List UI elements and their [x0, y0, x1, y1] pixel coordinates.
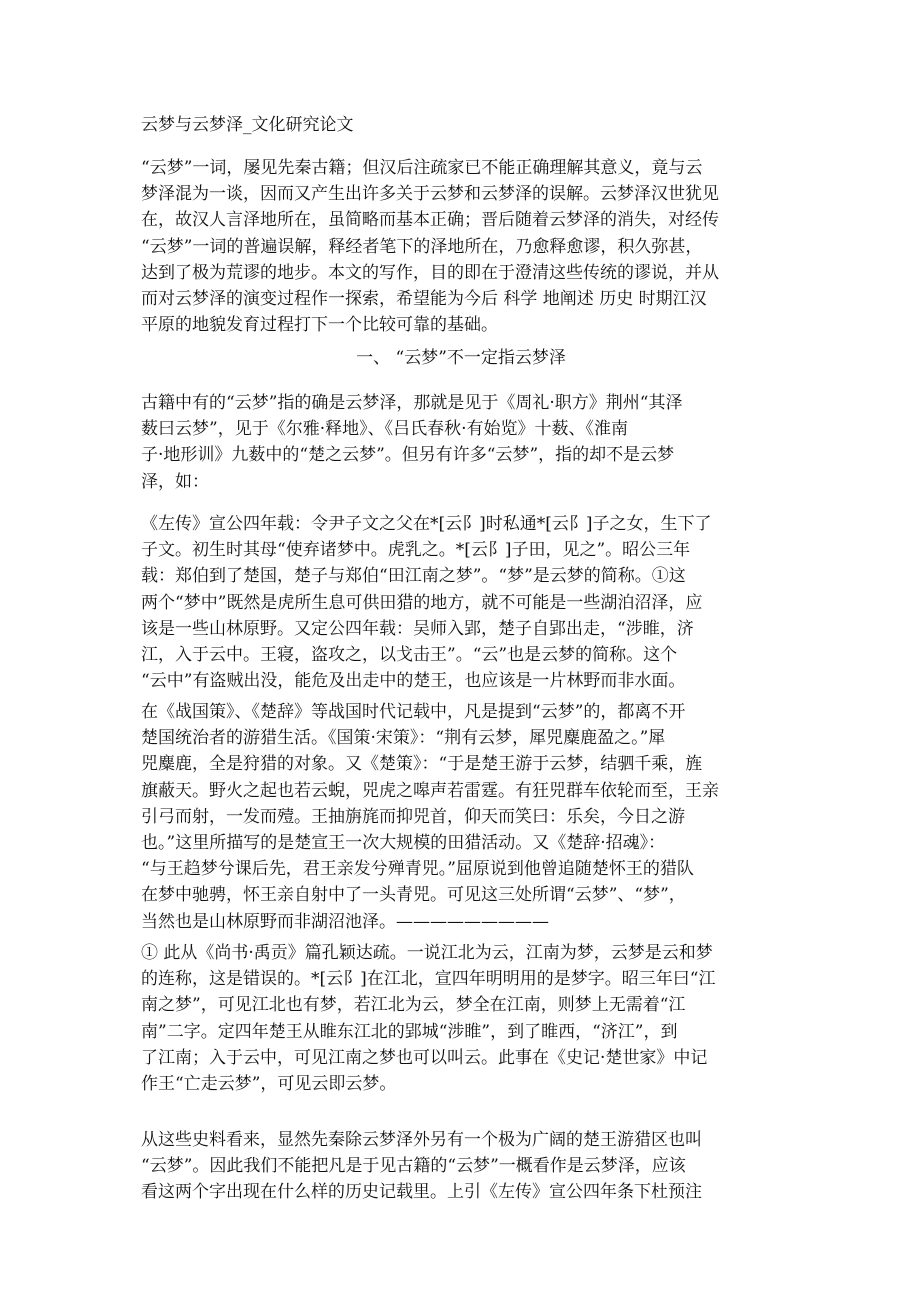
- paragraph-zhanguoce: [141, 699, 781, 935]
- text-line: 达到了极为荒谬的地步。本文的写作，目的即在于澄清这些传统的谬说，并从: [141, 262, 719, 283]
- text-line: 薮曰云梦”，见于《尔雅·释地》、《吕氏春秋·有始览》十薮、《淮南: [141, 419, 628, 440]
- paragraph-footnote: [141, 940, 781, 1097]
- text-line: “云梦”一词，屡见先秦古籍；但汉后注疏家已不能正确理解其意义，竟与云: [141, 158, 703, 178]
- text-line: 旗蔽天。野火之起也若云蜺，兕虎之嗥声若雷霆。有狂兕群车依轮而至，王亲: [141, 780, 719, 801]
- text-line: 泽，如：: [141, 471, 209, 492]
- text-line: “云中”有盗贼出没，能危及出走中的楚王，也应该是一片林野而非水面。: [141, 671, 686, 692]
- text-line: 子·地形训》九薮中的“楚之云梦”。但另有许多“云梦”，指的却不是云梦: [141, 445, 675, 466]
- text-line: 两个“梦中”既然是虎所生息可供田猎的地方，就不可能是一些湖泊沼泽，应: [141, 592, 703, 613]
- text-line: 楚国统治者的游猎生活。《国策·宋策》：“荆有云梦，犀兕麋鹿盈之。”犀: [141, 728, 666, 749]
- text-line: 该是一些山林原野。又定公四年载：吴师入郢，楚子自郢出走，“涉睢，济: [141, 618, 694, 639]
- text-line: 江，入于云中。王寝，盗攻之，以戈击王”。“云”也是云梦的简称。这个: [141, 645, 678, 666]
- paragraph-zuozhuan: [141, 511, 781, 694]
- paragraph-conclusion: [141, 1127, 781, 1206]
- text-line: 在梦中驰骋，怀王亲自射中了一头青兕。可见这三处所谓“云梦”、“梦”，: [141, 885, 686, 906]
- text-line: 载：郑伯到了楚国，楚子与郑伯“田江南之梦”。“梦”是云梦的简称。①这: [141, 566, 686, 587]
- text-line: 而对云梦泽的演变过程作一探索，希望能为今后 科学 地阐述 历史 时期江汉: [141, 289, 707, 310]
- text-line: 在《战国策》、《楚辞》等战国时代记载中，凡是提到“云梦”的，都离不开: [141, 702, 686, 722]
- text-line: 也。”这里所描写的是楚宣王一次大规模的田猎活动。又《楚辞·招魂》：: [141, 833, 666, 854]
- text-line: 南之梦”，可见江北也有梦，若江北为云，梦全在江南，则梦上无需着“江: [141, 995, 686, 1016]
- text-line: 从这些史料看来，显然先秦除云梦泽外另有一个极为广阔的楚王游猎区也叫: [141, 1130, 702, 1150]
- paragraph-intro: [141, 155, 781, 338]
- text-line: 当然也是山林原野而非湖沼池泽。—————————: [141, 911, 549, 932]
- text-line: 在，故汉人言泽地所在，虽简略而基本正确；晋后随着云梦泽的消失，对经传: [141, 210, 719, 231]
- text-line: 古籍中有的“云梦”指的确是云梦泽，那就是见于《周礼·职方》荆州“其泽: [141, 393, 683, 413]
- text-line: 的连称，这是错误的。*[云阝]在江北，宣四年明明用的是梦字。昭三年曰“江: [141, 969, 716, 990]
- text-line: ① 此从《尚书·禹贡》篇孔颖达疏。一说江北为云，江南为梦，云梦是云和梦: [141, 943, 713, 963]
- text-line: 了江南；入于云中，可见江南之梦也可以叫云。此事在《史记·楚世家》中记: [141, 1047, 708, 1068]
- text-line: 兕麋鹿，全是狩猎的对象。又《楚策》：“于是楚王游于云梦，结驷千乘，旌: [141, 754, 703, 775]
- text-line: 看这两个字出现在什么样的历史记载里。上引《左传》宣公四年条下杜预注: [141, 1182, 702, 1203]
- text-line: “云梦”。因此我们不能把凡是于见古籍的“云梦”一概看作是云梦泽，应该: [141, 1156, 686, 1177]
- text-line: 引弓而射，一发而殪。王抽旃旄而抑兕首，仰天而笑曰：乐矣，今日之游: [141, 806, 685, 827]
- text-line: 《左传》宣公四年载：令尹子文之父在*[云阝]时私通*[云阝]子之女，生下了: [141, 514, 712, 534]
- text-line: “与王趋梦兮课后先，君王亲发兮殚青兕。”屈原说到他曾追随楚怀王的猎队: [141, 859, 694, 880]
- text-line: 南”二字。定四年楚王从睢东江北的郢城“涉睢”，到了睢西，“济江”，到: [141, 1021, 678, 1042]
- text-line: “云梦”一词的普遍误解，释经者笔下的泽地所在，乃愈释愈谬，积久弥甚，: [141, 236, 703, 257]
- text-line: 作王“亡走云梦”，可见云即云梦。: [141, 1074, 397, 1095]
- paragraph-classics: [141, 390, 781, 495]
- text-line: 梦泽混为一谈，因而又产生出许多关于云梦和云梦泽的误解。云梦泽汉世犹见: [141, 184, 719, 205]
- text-line: 平原的地貌发育过程打下一个比较可靠的基础。: [141, 315, 498, 336]
- document-title: 云梦与云梦泽_文化研究论文: [141, 115, 354, 135]
- section-heading: 一、 “云梦”不一定指云梦泽: [356, 348, 566, 368]
- text-line: 子文。初生时其母“使弃诸梦中。虎乳之。*[云阝]子田，见之”。昭公三年: [141, 540, 691, 561]
